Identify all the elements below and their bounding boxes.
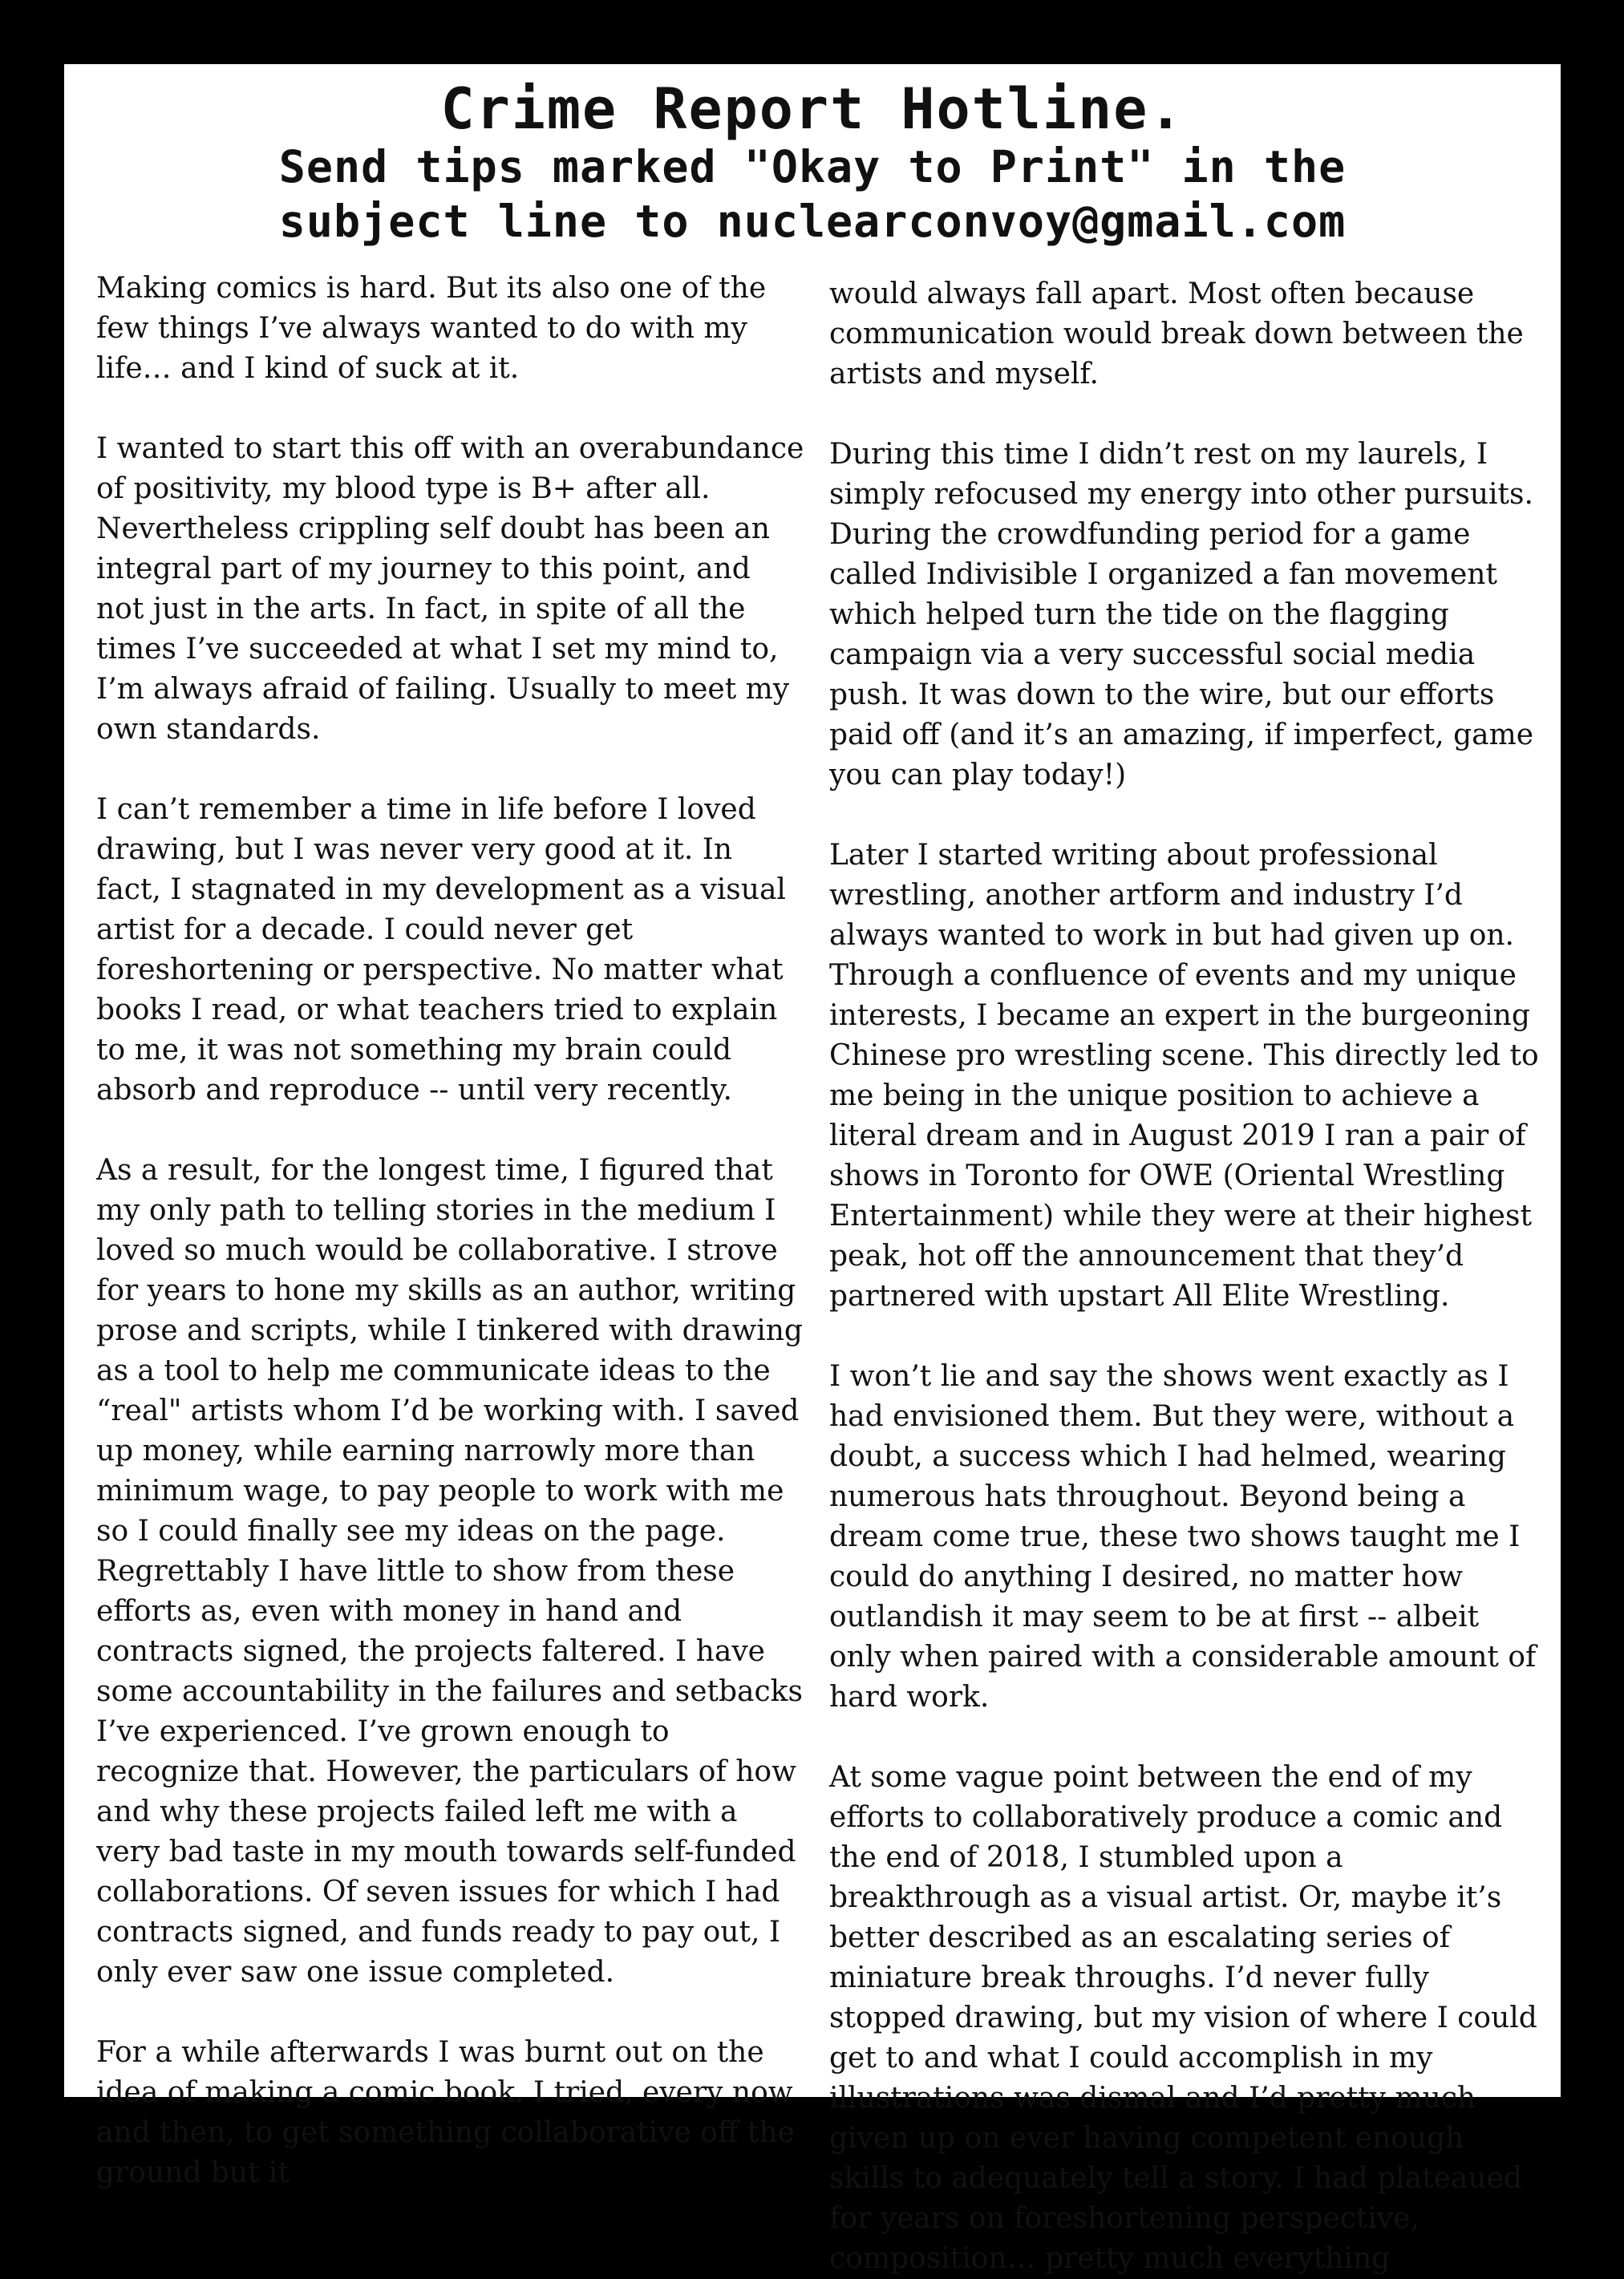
paragraph: I wanted to start this off with an overabundance of positivity, my blood type is B+ after all. Nevertheless crippling self doubt has been an integral part of my journey to this point, and not just in the arts. In fact, in spite of all the times I’ve succeeded at what I set my mind to, I’m always afraid of failing. Usually to meet my own standards. [96,432,804,746]
paragraph: For a while afterwards I was burnt out on the idea of making a comic book. I tried, every now and then, to get something collaborative off the ground but it [96,2036,795,2189]
paragraph: At some vague point between the end of my efforts to collaboratively produce a comic and the end of 2018, I stumbled upon a breakthrough as a visual artist. Or, maybe it’s better described as an escalating series of miniature break throughs. I’d never fully stopped drawing, but my vision of where I could get to and what I could accomplish in my illustrations was dismal and I’d pretty much given up on ever having competent enough skills to adequately tell a story. I had plateaued for years on foreshortening perspective, composition… pretty much everything [829,1761,1537,2275]
paragraph: I won’t lie and say the shows went exactly as I had envisioned them. But they were, without a doubt, a success which I had helmed, wearing numerous hats throughout. Beyond being a dream come true, these two shows taught me I could do anything I desired, no matter how outlandish it may seem to be at first -- albeit only when paired with a considerable amount of hard work. [829,1360,1537,1714]
right-column [829,274,1539,2275]
paragraph: As a result, for the longest time, I figured that my only path to telling stories in the medium I loved so much would be collaborative. I strove for years to hone my skills as an author, writing prose and scripts, while I tinkered with drawing as a tool to help me communicate ideas to the “real" artists whom I’d be working with. I saved up money, while earning narrowly more than minimum wage, to pay people to work with me so I could finally see my ideas on the page. Regrettably I have little to show from these efforts as, even with money in hand and contracts signed, the projects faltered. I have some accountability in the failures and setbacks I’ve experienced. I’ve grown enough to recognize that. However, the particulars of how and why these projects failed left me with a very bad taste in my mouth towards self-funded collaborations. Of seven issues for which I had contracts signed, and funds ready to pay out, I only ever saw one issue completed. [96,1154,803,1989]
header-title: Crime Report Hotline. [440,76,1185,142]
header [64,76,1561,249]
paragraph: Later I started writing about professional wrestling, another artform and industry I’d always wanted to work in but had given up on. Through a confluence of events and my unique interests, I became an expert in the burgeoning Chinese pro wrestling scene. This directly led to me being in the unique position to achieve a literal dream and in August 2019 I ran a pair of shows in Toronto for OWE (Oriental Wrestling Entertainment) while they were at their highest peak, hot off the announcement that they’d partnered with upstart All Elite Wrestling. [829,839,1539,1313]
left-column [96,269,806,2189]
paragraph: During this time I didn’t rest on my laurels, I simply refocused my energy into other pursuits. During the crowdfunding period for a game called Indivisible I organized a fan movement which helped turn the tide on the flagging campaign via a very successful social media push. It was down to the wire, but our efforts paid off (and it’s an amazing, if imperfect, game you can play today!) [829,438,1534,791]
paragraph: would always fall apart. Most often because communication would break down between the artists and myself. [829,277,1524,391]
page [64,64,1561,2275]
paragraph: Making comics is hard. But its also one of the few things I’ve always wanted to do with my life… and I kind of suck at it. [96,272,767,385]
header-subtitle-line-1: Send tips marked "Okay to Print" in the [278,141,1347,192]
header-subtitle-line-2: subject line to nuclearconvoy@gmail.com [278,196,1347,247]
paragraph: I can’t remember a time in life before I loved drawing, but I was never very good at it. In fact, I stagnated in my development as a visual artist for a decade. I could never get foreshortening or perspective. No matter what books I read, or what teachers tried to explain to me, it was not something my brain could absorb and reproduce -- until very recently. [96,793,786,1107]
